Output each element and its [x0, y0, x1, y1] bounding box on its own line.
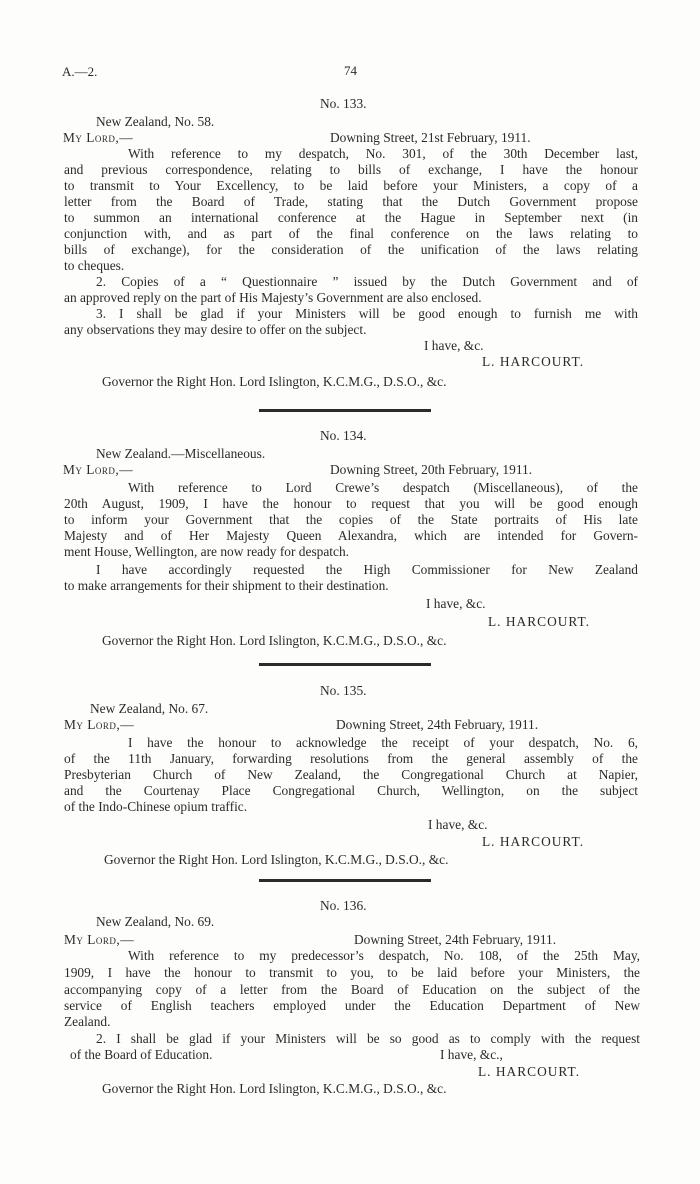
letter-body-line: bills of exchange), for the consideration of the unification of the laws relating — [64, 242, 638, 257]
letter-body-line: service of English teachers employed under the Education Department of New — [64, 998, 640, 1013]
letter-body-line: With reference to Lord Crewe’s despatch (Miscellaneous), of the — [128, 480, 638, 495]
document-reference: A.—2. — [62, 64, 98, 79]
letter-salutation: My Lord,— — [63, 462, 134, 477]
letter-body-line: Majesty and of Her Majesty Queen Alexandra, which are intended for Govern- — [64, 528, 638, 543]
letter-salutation: My Lord,— — [64, 717, 135, 732]
letter-body-line: 20th August, 1909, I have the honour to request that you will be good enough — [64, 496, 638, 511]
letter-addressee: Governor the Right Hon. Lord Islington, K.C.M.G., D.S.O., &c. — [104, 852, 449, 867]
letter-body-line: conjunction with, and as part of the final conference on the laws relating to — [64, 226, 638, 241]
letter-addressee: Governor the Right Hon. Lord Islington, K.C.M.G., D.S.O., &c. — [102, 374, 447, 389]
letter-dateline: Downing Street, 24th February, 1911. — [354, 932, 557, 947]
letter-dateline: Downing Street, 24th February, 1911. — [336, 717, 539, 732]
letter-body-line: and the Courtenay Place Congregational Church, Wellington, on the subject — [64, 783, 638, 798]
letter-body-line: 2. Copies of a “ Questionnaire ” issued by the Dutch Government and of — [96, 274, 638, 289]
letter-addressee: Governor the Right Hon. Lord Islington, K.C.M.G., D.S.O., &c. — [102, 633, 447, 648]
section-divider — [259, 663, 431, 666]
letter-body-line: ment House, Wellington, are now ready for despatch. — [64, 544, 350, 559]
letter-number: No. 133. — [320, 96, 367, 111]
letter-body-line: of the Indo-Chinese opium traffic. — [64, 799, 248, 814]
letter-body-line: Presbyterian Church of New Zealand, the Congregational Church at Napier, — [64, 767, 638, 782]
letter-body-line: of the 11th January, forwarding resolutions from the general assembly of the — [64, 751, 638, 766]
letter-body-line: any observations they may desire to offer on the subject. — [64, 322, 367, 337]
letter-body-line: to make arrangements for their shipment to their destination. — [64, 578, 389, 593]
letter-body-line: 3. I shall be glad if your Ministers will be good enough to furnish me with — [96, 306, 638, 321]
letter-dateline: Downing Street, 20th February, 1911. — [330, 462, 533, 477]
letter-closing: I have, &c., — [440, 1047, 503, 1062]
letter-salutation: My Lord,— — [64, 932, 135, 947]
letter-body-line: With reference to my despatch, No. 301, of the 30th December last, — [128, 146, 638, 161]
letter-body-line: 2. I shall be glad if your Ministers will be so good as to comply with the request — [96, 1031, 640, 1046]
letter-series: New Zealand, No. 67. — [90, 701, 209, 716]
letter-body-line: Zealand. — [64, 1014, 111, 1029]
letter-signature: L. HARCOURT. — [482, 834, 585, 849]
letter-number: No. 135. — [320, 683, 367, 698]
letter-salutation: My Lord,— — [63, 130, 134, 145]
letter-body-line: to summon an international conference at the Hague in September next (in — [64, 210, 638, 225]
letter-body-line: I have the honour to acknowledge the receipt of your despatch, No. 6, — [128, 735, 638, 750]
letter-signature: L. HARCOURT. — [478, 1064, 581, 1079]
letter-body-line: I have accordingly requested the High Commissioner for New Zealand — [96, 562, 638, 577]
letter-body-line: to transmit to Your Excellency, to be laid before your Ministers, a copy of a — [64, 178, 638, 193]
page-number: 74 — [344, 63, 357, 78]
letter-signature: L. HARCOURT. — [488, 614, 591, 629]
letter-body-line: letter from the Board of Trade, stating that the Dutch Government propose — [64, 194, 638, 209]
letter-number: No. 134. — [320, 428, 367, 443]
letter-body-line: 1909, I have the honour to transmit to you, to be laid before your Ministers, the — [64, 965, 640, 980]
letter-closing: I have, &c. — [428, 817, 488, 832]
section-divider — [259, 409, 431, 412]
letter-body-line: With reference to my predecessor’s despatch, No. 108, of the 25th May, — [128, 948, 640, 963]
section-divider — [259, 879, 431, 882]
letter-body-line: an approved reply on the part of His Majesty’s Government are also enclosed. — [64, 290, 482, 305]
letter-body-line: and previous correspondence, relating to bills of exchange, I have the honour — [64, 162, 638, 177]
letter-series: New Zealand, No. 58. — [96, 114, 215, 129]
letter-number: No. 136. — [320, 898, 367, 913]
letter-dateline: Downing Street, 21st February, 1911. — [330, 130, 531, 145]
letter-body-line: accompanying copy of a letter from the Board of Education on the subject of the — [64, 982, 640, 997]
letter-body-line: of the Board of Education. — [70, 1047, 213, 1062]
letter-body-line: to inform your Government that the copies of the State portraits of His late — [64, 512, 638, 527]
letter-closing: I have, &c. — [424, 338, 484, 353]
letter-addressee: Governor the Right Hon. Lord Islington, K.C.M.G., D.S.O., &c. — [102, 1081, 447, 1096]
letter-body-line: to cheques. — [64, 258, 125, 273]
letter-series: New Zealand.—Miscellaneous. — [96, 446, 266, 461]
letter-closing: I have, &c. — [426, 596, 486, 611]
letter-signature: L. HARCOURT. — [482, 354, 585, 369]
letter-series: New Zealand, No. 69. — [96, 914, 215, 929]
